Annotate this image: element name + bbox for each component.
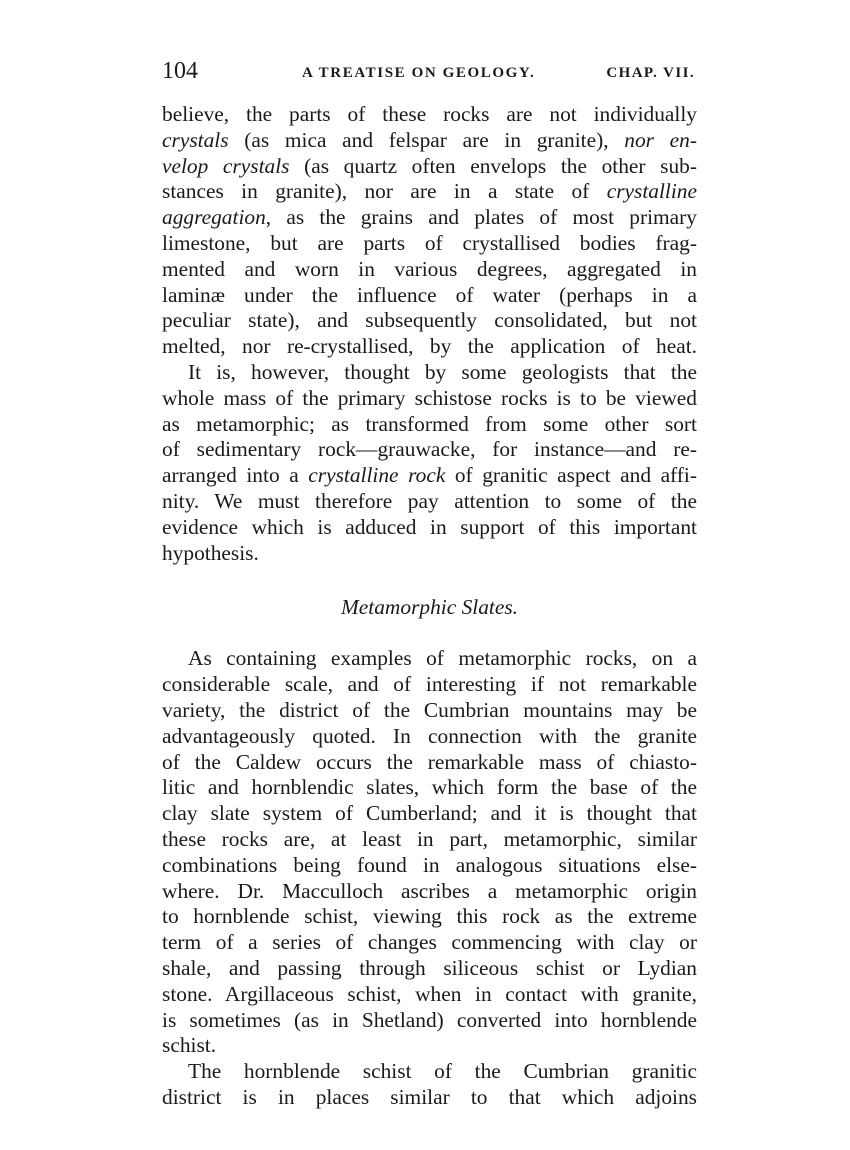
- text-line: is sometimes (as in Shetland) converted into hornblende: [162, 1007, 697, 1032]
- text-line: It is, however, thought by some geologists that the: [188, 359, 697, 384]
- body-text: [162, 102, 697, 1111]
- text-line: combinations being found in analogous situations else-: [162, 852, 697, 877]
- text-line: melted, nor re-crystallised, by the application of heat.: [162, 334, 697, 359]
- text-line: considerable scale, and of interesting if not remarkable: [162, 672, 697, 697]
- text-line: As containing examples of metamorphic rocks, on a: [188, 646, 697, 671]
- text-line: arranged into a crystalline rock of granitic aspect and affi-: [162, 463, 697, 488]
- text-line: of sedimentary rock—grauwacke, for instance—and re-: [162, 437, 697, 462]
- book-page: [162, 58, 697, 1111]
- text-line: advantageously quoted. In connection with the granite: [162, 723, 697, 748]
- text-line: peculiar state), and subsequently consolidated, but not: [162, 308, 697, 333]
- paragraph: [162, 646, 697, 1059]
- text-line: nity. We must therefore pay attention to some of the: [162, 488, 697, 513]
- text-line: whole mass of the primary schistose rocks is to be viewed: [162, 385, 697, 410]
- text-line: stances in granite), nor are in a state of crystalline: [162, 179, 697, 204]
- text-line: aggregation, as the grains and plates of most primary: [162, 205, 697, 230]
- text-line: district is in places similar to that which adjoins: [162, 1084, 697, 1109]
- text-line: of the Caldew occurs the remarkable mass of chiasto-: [162, 749, 697, 774]
- page-number: 104: [162, 58, 198, 84]
- text-line: velop crystals (as quartz often envelops the other sub-: [162, 153, 697, 178]
- running-title: A TREATISE ON GEOLOGY.: [302, 65, 536, 81]
- text-line: shale, and passing through siliceous schist or Lydian: [162, 955, 697, 980]
- text-line: clay slate system of Cumberland; and it is thought that: [162, 801, 697, 826]
- text-line: limestone, but are parts of crystallised bodies frag-: [162, 230, 697, 255]
- text-line: hypothesis.: [162, 540, 259, 565]
- text-line: mented and worn in various degrees, aggregated in: [162, 256, 697, 281]
- paragraph: [162, 360, 697, 566]
- section-heading: Metamorphic Slates.: [340, 595, 519, 620]
- text-line: term of a series of changes commencing with clay or: [162, 930, 697, 955]
- text-line: laminæ under the influence of water (perhaps in a: [162, 282, 697, 307]
- text-line: litic and hornblendic slates, which form the base of the: [162, 775, 697, 800]
- text-line: these rocks are, at least in part, metamorphic, similar: [162, 826, 697, 851]
- paragraph: [162, 102, 697, 360]
- text-line: variety, the district of the Cumbrian mountains may be: [162, 697, 697, 722]
- text-line: believe, the parts of these rocks are not individually: [162, 102, 697, 126]
- text-line: schist.: [162, 1033, 217, 1058]
- page-header: [162, 58, 697, 92]
- chapter-label: CHAP. VII.: [606, 65, 695, 81]
- text-line: as metamorphic; as transformed from some other sort: [162, 411, 697, 436]
- text-line: where. Dr. Macculloch ascribes a metamorphic origin: [162, 878, 697, 903]
- text-line: stone. Argillaceous schist, when in contact with granite,: [162, 981, 697, 1006]
- text-line: to hornblende schist, viewing this rock as the extreme: [162, 904, 697, 929]
- paragraph: [162, 1059, 697, 1111]
- text-line: evidence which is adduced in support of this important: [162, 514, 697, 539]
- text-line: crystals (as mica and felspar are in granite), nor en-: [162, 127, 697, 152]
- text-line: The hornblende schist of the Cumbrian granitic: [188, 1059, 697, 1084]
